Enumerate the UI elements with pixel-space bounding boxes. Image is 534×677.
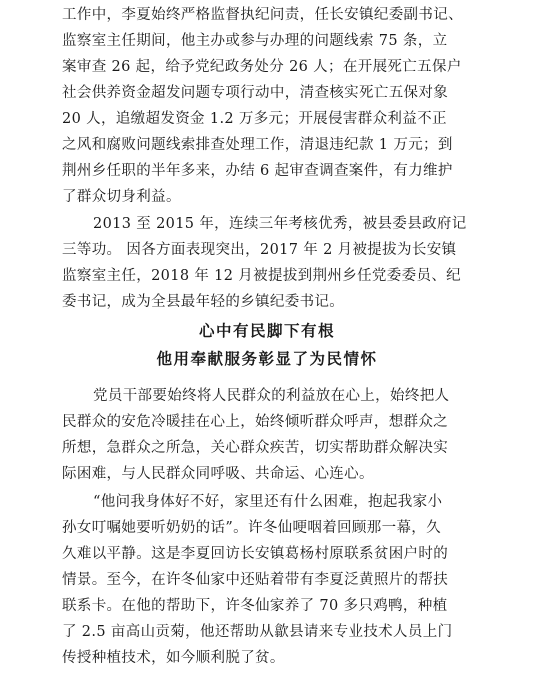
paragraph-line: 联系卡。在他的帮助下，许冬仙家养了 70 多只鸡鸭，种植 [62,598,448,614]
paragraph-line: 党员干部要始终将人民群众的利益放在心上，始终把人 [93,388,450,404]
paragraph-line: 久难以平静。这是李夏回访长安镇葛杨村原联系贫困户时的 [62,546,449,562]
section-heading-line-2: 他用奉献服务彰显了为民情怀 [156,349,378,368]
paragraph-line: 荆州乡任职的半年多来，办结 6 起审查调查案件，有力维护 [62,163,453,179]
paragraph-line: 之风和腐败问题线索排查处理工作，清退违纪款 1 万元；到 [62,137,453,153]
paragraph-line: 情景。至今，在许冬仙家中还贴着带有李夏泛黄照片的帮扶 [62,572,449,588]
paragraph-line: “他问我身体好不好，家里还有什么困难，抱起我家小 [93,494,443,510]
paragraph-line: 委书记，成为全县最年轻的乡镇纪委书记。 [62,294,345,310]
paragraph-line: 监察室主任，2018 年 12 月被提拔到荆州乡任党委委员、纪 [62,268,462,284]
paragraph-line: 案审查 26 起，给予党纪政务处分 26 人；在开展死亡五保户 [62,59,462,75]
paragraph-line: 传授种植技术，如今顺利脱了贫。 [62,650,285,666]
paragraph-line: 了群众切身利益。 [62,189,181,205]
paragraph-line: 了 2.5 亩高山贡菊，他还帮助从歙县请来专业技术人员上门 [62,624,453,640]
paragraph-line: 三等功。 因各方面表现突出，2017 年 2 月被提拔为长安镇 [62,242,457,258]
paragraph-line: 工作中，李夏始终严格监督执纪问责，任长安镇纪委副书记、 [62,7,463,23]
paragraph-line: 社会供养资金超发问题专项行动中，清查核实死亡五保对象 [62,85,449,101]
paragraph-line: 孙女叮嘱她要听奶奶的话”。许冬仙哽咽着回顾那一幕，久 [62,520,442,536]
paragraph-line: 际困难，与人民群众同呼吸、共命运、心连心。 [62,466,374,482]
paragraph-line: 所想，急群众之所急，关心群众疾苦，切实帮助群众解决实 [62,440,449,456]
paragraph-line: 民群众的安危冷暖挂在心上，始终倾听群众呼声，想群众之 [62,414,449,430]
paragraph-line: 2013 至 2015 年，连续三年考核优秀，被县委县政府记 [93,216,467,232]
section-heading-line-1: 心中有民脚下有根 [198,321,335,340]
paragraph-line: 监察室主任期间，他主办或参与办理的问题线索 75 条，立 [62,33,448,49]
paragraph-line: 20 人，追缴超发资金 1.2 万多元；开展侵害群众利益不正 [62,111,447,127]
